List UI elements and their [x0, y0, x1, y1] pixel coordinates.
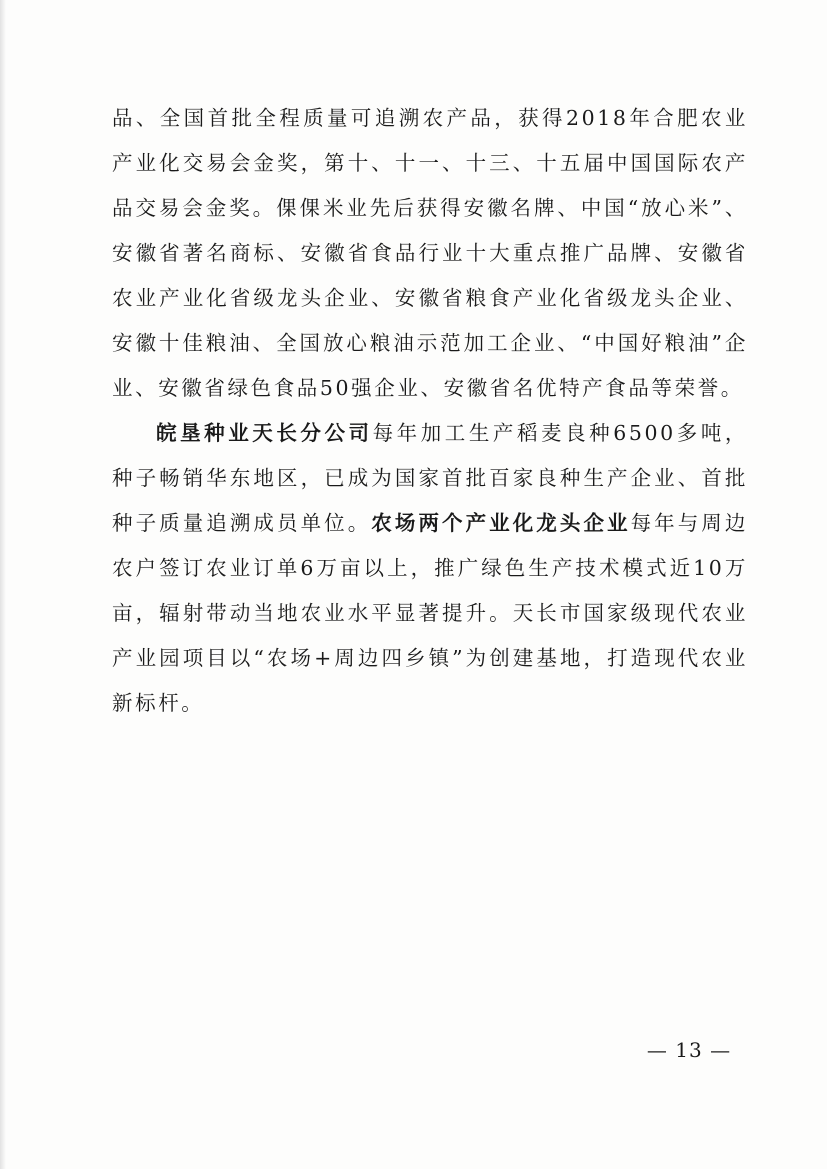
bold-lead-seed-company: 皖垦种业天长分公司	[156, 421, 373, 445]
body-text	[112, 96, 748, 726]
page-number: — 13 —	[646, 1038, 732, 1062]
paragraph-text: 每年加工生产稻麦良种6500多吨，种子畅销华东地区，已成为国家首批百家良种生产企业、首批种子质量追溯成员单位。	[112, 421, 749, 535]
paragraph-text: 品、全国首批全程质量可追溯农产品，获得2018年合肥农业产业化交易会金奖，第十、十一、十三、十五届中国国际农产品交易会金奖。倮倮米业先后获得安徽名牌、中国“放心米”、安徽省著名商标、安徽省食品行业十大重点推广品牌、安徽省农业产业化省级龙头企业、安徽省粮食产业化省级龙头企业、安徽十佳粮油、全国放心粮油示范加工企业、“中国好粮油”企业、安徽省绿色食品50强企业、安徽省名优特产食品等荣誉。	[112, 106, 748, 400]
paragraph-rice-awards	[112, 96, 748, 411]
scan-edge-shadow	[0, 0, 6, 1169]
paragraph-seed-company	[112, 411, 748, 726]
bold-lead-leading-enterprises: 农场两个产业化龙头企业	[371, 511, 631, 535]
paragraph-text: 每年与周边农户签订农业订单6万亩以上，推广绿色生产技术模式近10万亩，辐射带动当地农业水平显著提升。天长市国家级现代农业产业园项目以“农场+周边四乡镇”为创建基地，打造现代农业新标杆。	[112, 511, 748, 715]
